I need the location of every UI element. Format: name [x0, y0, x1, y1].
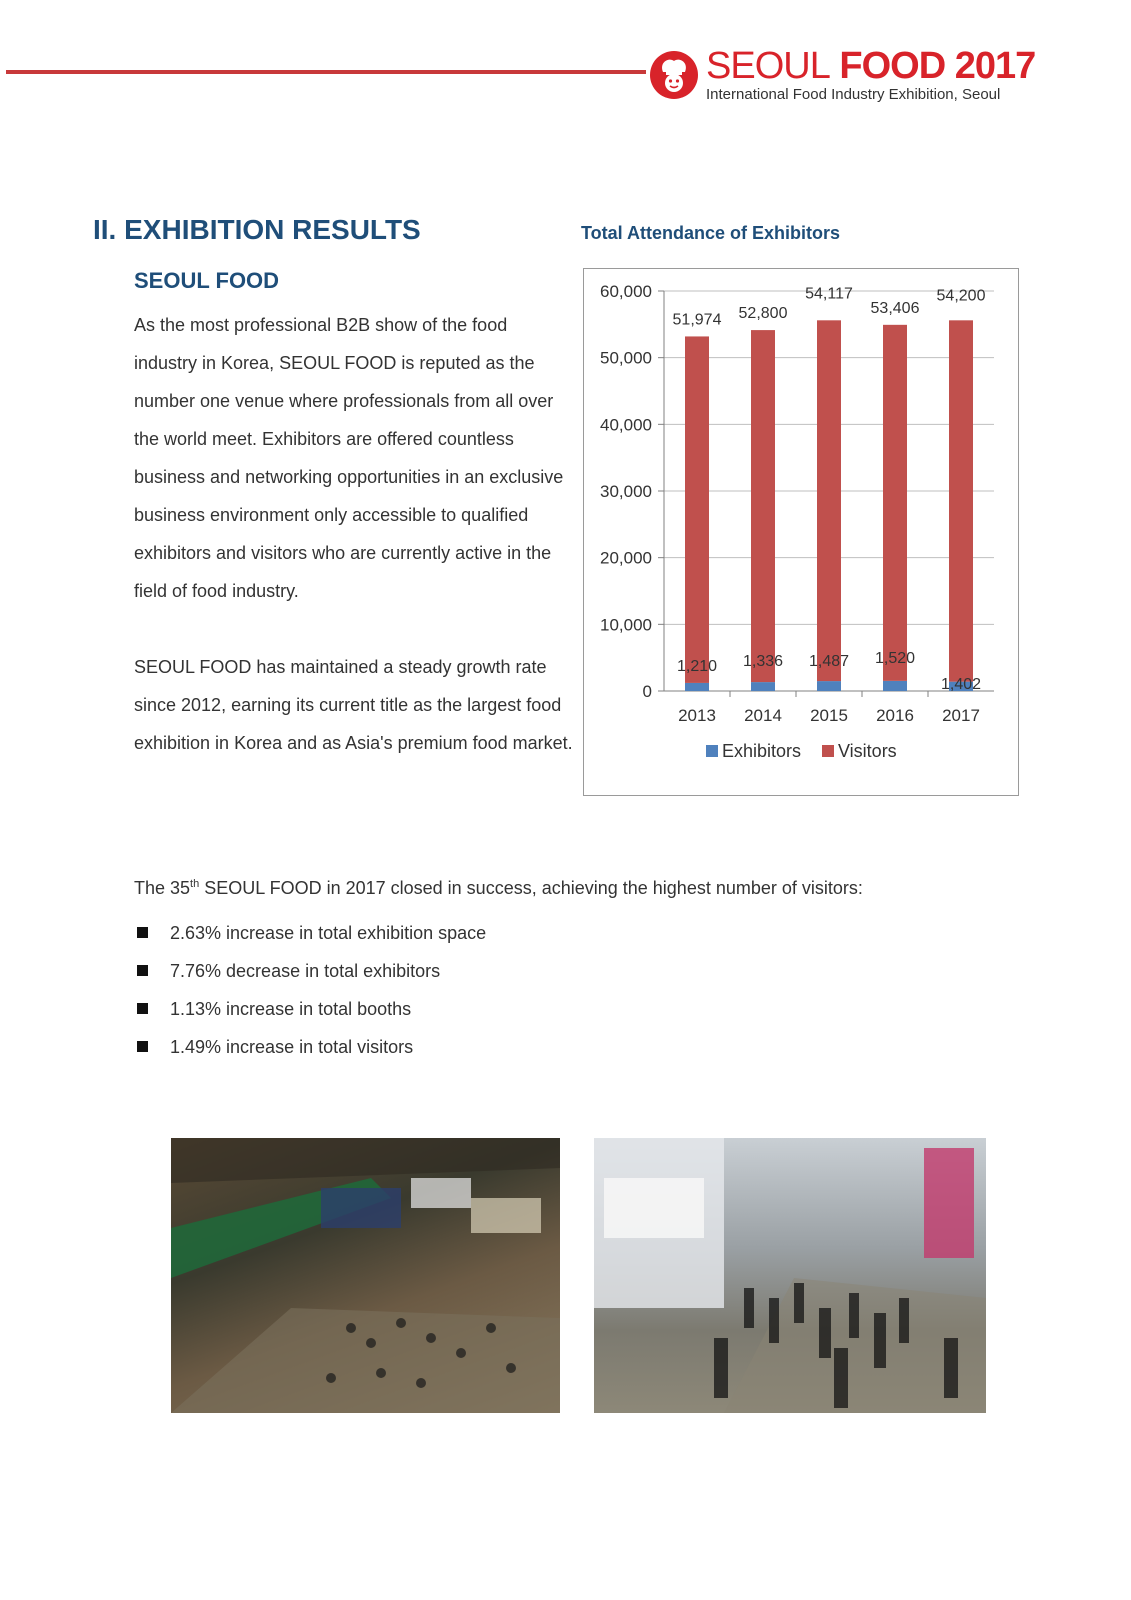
x-tick-label: 2014: [744, 706, 782, 725]
logo-wordmark: SEOUL FOOD 2017: [706, 45, 1036, 87]
growth-paragraph: SEOUL FOOD has maintained a steady growth rate since 2012, earning its current title as the largest food exhibition in Korea and as Asia's premium food market.: [134, 657, 573, 753]
legend-swatch-exhibitors: [706, 745, 718, 757]
x-tick-label: 2013: [678, 706, 716, 725]
section-subtitle: SEOUL FOOD: [134, 268, 280, 293]
y-tick-label: 50,000: [600, 348, 652, 368]
data-label-exhibitors: 1,402: [940, 676, 982, 693]
bar-visitors: [883, 325, 907, 681]
results-intro: The 35th SEOUL FOOD in 2017 closed in success, achieving the highest number of visitors:: [134, 878, 863, 898]
y-tick-label: 40,000: [600, 415, 652, 435]
bar-exhibitors: [883, 681, 907, 691]
data-label-visitors: 54,117: [805, 285, 853, 303]
data-label-visitors: 54,200: [936, 287, 986, 305]
logo-subtitle: International Food Industry Exhibition, Seoul: [706, 86, 1001, 103]
y-tick-label: 20,000: [600, 548, 652, 568]
data-label-exhibitors: 1,210: [676, 658, 718, 675]
y-tick-label: 10,000: [600, 615, 652, 635]
bar-visitors: [685, 336, 709, 682]
y-tick-label: 0: [642, 682, 652, 701]
y-tick-label: 30,000: [600, 482, 652, 501]
bar-exhibitors: [817, 681, 841, 691]
bullet-square-icon: [137, 965, 148, 976]
bar-exhibitors: [685, 683, 709, 691]
list-item: 2.63% increase in total exhibition space: [134, 914, 486, 952]
bullet-square-icon: [137, 1003, 148, 1014]
data-label-exhibitors: 1,336: [742, 653, 784, 670]
y-tick-label: 60,000: [600, 282, 652, 301]
bar-visitors: [949, 320, 973, 681]
bullet-square-icon: [137, 927, 148, 938]
legend-label-visitors: Visitors: [838, 741, 897, 761]
bar-visitors: [817, 320, 841, 681]
results-list: [134, 914, 486, 1066]
x-tick-label: 2016: [876, 706, 914, 725]
data-label-visitors: 52,800: [738, 305, 788, 323]
bar-exhibitors: [751, 682, 775, 691]
chart-title: Total Attendance of Exhibitors: [581, 223, 841, 243]
intro-paragraph: As the most professional B2B show of the food industry in Korea, SEOUL FOOD is reputed as the number one venue where professionals from all over the world meet. Exhibitors are offered countless business and networking opportunities in an exclusive business environment only accessible to qualified exhibitors and visitors who are currently active in the field of food industry.: [134, 315, 564, 601]
attendance-chart-svg: [584, 269, 1017, 794]
seoul-food-logo: [648, 46, 1048, 106]
bullet-square-icon: [137, 1041, 148, 1052]
x-tick-label: 2017: [942, 706, 980, 725]
bar-visitors: [751, 330, 775, 682]
data-label-visitors: 51,974: [672, 311, 722, 329]
legend-swatch-visitors: [822, 745, 834, 757]
x-tick-label: 2015: [810, 706, 848, 725]
legend-label-exhibitors: Exhibitors: [722, 741, 802, 761]
list-item: 1.49% increase in total visitors: [134, 1028, 486, 1066]
data-label-exhibitors: 1,487: [808, 653, 850, 670]
exhibition-hall-photo: [171, 1138, 560, 1413]
section-title: II. EXHIBITION RESULTS: [93, 214, 421, 245]
data-label-exhibitors: 1,520: [874, 650, 916, 667]
list-item: 7.76% decrease in total exhibitors: [134, 952, 486, 990]
exhibition-crowd-photo: [594, 1138, 986, 1413]
data-label-visitors: 53,406: [870, 299, 920, 317]
attendance-chart: [583, 268, 1019, 796]
list-item: 1.13% increase in total booths: [134, 990, 486, 1028]
header-rule: [6, 70, 646, 74]
chef-mascot-icon: [648, 48, 700, 100]
